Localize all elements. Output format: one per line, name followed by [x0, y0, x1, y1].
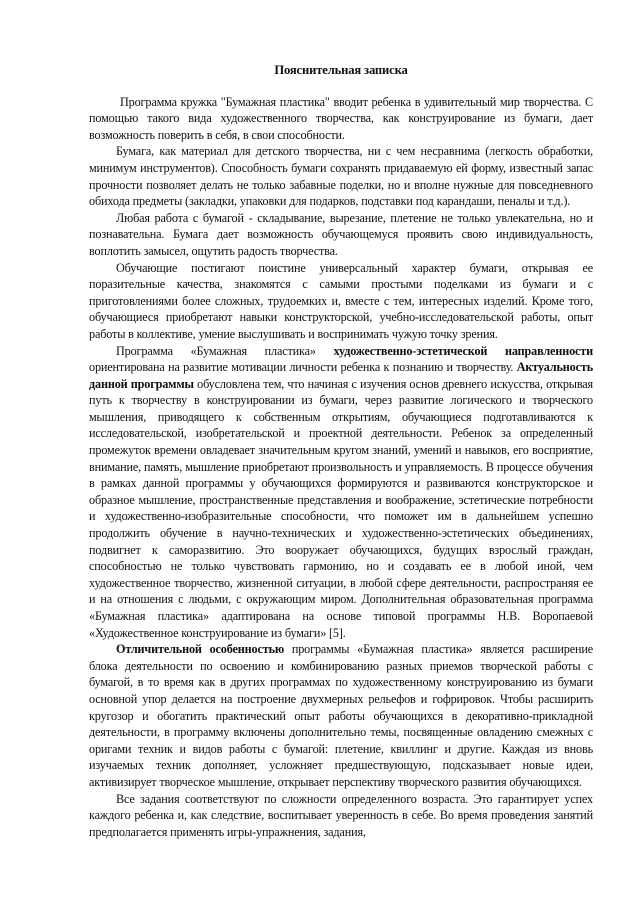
paragraph-paper-material: Бумага, как материал для детского творчества, ни с чем несравнима (легкость обработки, минимум инструментов). Способность бумаги сохранять придаваемую ей форму, известный запас прочности позволяет делать не только забавные поделки, но и вполне нужные для повседневного обихода предметы (закладки, упаковки для подарков, подставки под карандаши, пеналы и т.д.).	[89, 144, 593, 209]
text-run: ориентирована на развитие мотивации личности ребенка к познанию и творчеству.	[89, 360, 517, 375]
document-page	[89, 62, 593, 840]
paragraph-program-intro: Программа кружка "Бумажная пластика" вводит ребенка в удивительный мир творчества. С помощью такого вида художественного творчества, как конструирование из бумаги, дает возможность поверить в себя, в свои способности.	[89, 94, 593, 142]
bold-relevance: Актуальность данной программы	[89, 360, 593, 391]
text-run: обусловлена тем, что начиная с изучения основ древнего искусства, открывая путь к творчеству в конструировании из бумаги, через развитие логического и творческого мышления, приводящего к собственным открытиям, обучающиеся подготавливаются к исследовательской, изобретательской и проектной деятельности. Ребенок за определенный промежуток времени овладевает значительным кругом знаний, умений и навыков, его восприятие, внимание, память, мышление приобретают произвольность и управляемость. В процессе обучения в рамках данной программы у обучающихся формируются и развиваются конструкторское и образное мышление, пространственные представления и воображение, эстетические потребности и художественно-изобразительные способности, что поможет им в дальнейшем успешно продолжить обучение в научно-технических и художественно-эстетических объединениях, подвигнет к саморазвитию. Это вооружает обучающихся, будущих взрослый граждан, способностью не только чувствовать гармонию, но и создавать ее в любой иной, чем художественное творчество, жизненной ситуации, в любой сфере деятельности, распространяя ее и на отношения с людьми, с окружающим миром. Дополнительная образовательная программа «Бумажная пластика» адаптирована на основе типовой программы Н.В. Воропаевой «Художественное конструирование из бумаги» [5].	[89, 376, 593, 640]
document-title: Пояснительная записка	[274, 63, 408, 77]
bold-distinctive-feature: Отличительной особенностью	[116, 642, 285, 657]
paragraph-paper-work: Любая работа с бумагой - складывание, вырезание, плетение не только увлекательна, но и познавательна. Бумага дает возможность обучающемуся проявить свою индивидуальность, воплотить замысел, ощутить радость творчества.	[89, 210, 593, 258]
paragraph-tasks: Все задания соответствуют по сложности определенного возраста. Это гарантирует успех каждого ребенка и, как следствие, воспитывает уверенность в себе. Во время проведения занятий предполагается применять игры-упражнения, задания,	[89, 791, 593, 839]
text-run: Программа «Бумажная пластика»	[116, 343, 334, 358]
bold-direction: художественно-эстетической направленности	[333, 343, 593, 358]
paragraph-distinctive-feature	[89, 641, 593, 790]
paragraph-direction-relevance	[89, 343, 593, 642]
text-run: программы «Бумажная пластика» является расширение блока деятельности по освоению и комбинированию разных приемов творческой работы с бумагой, в то время как в других программах по художественному конструированию из бумаги основной упор делается на построение двухмерных рельефов и гофрировок. Чтобы расширить кругозор и обогатить практический опыт работы обучающихся в декоративно-прикладной деятельности, в программу включены дополнительно темы, посвященные овладению смежных с оригами техник и видов работы с бумагой: плетение, квиллинг и другие. Каждая из вновь изучаемых техник дополняет, усложняет предшествующую, подсказывает новые идеи, активизирует творческое мышление, открывает перспективу творческого развития обучающихся.	[89, 642, 593, 789]
paragraph-learners: Обучающие постигают поистине универсальный характер бумаги, открывая ее поразительные качества, знакомятся с самыми простыми поделками из бумаги и с приготовлениями более сложных, трудоемких и, вместе с тем, интересных изделий. Кроме того, обучающиеся приобретают навыки конструкторской, учебно-исследовательской работы, опыт работы в коллективе, умение выслушивать и воспринимать чужую точку зрения.	[89, 260, 593, 341]
